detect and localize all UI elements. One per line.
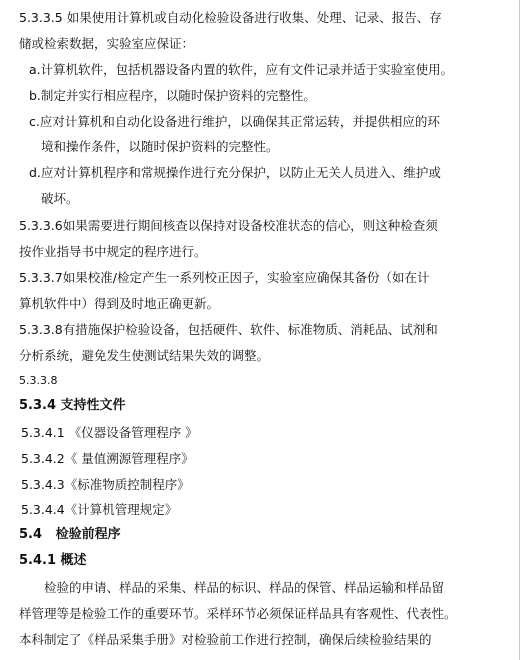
doc-reference-5-3-4-2: 5.3.4.2《 量值溯源管理程序》 (21, 451, 194, 466)
doc-reference-5-3-4-3: 5.3.4.3《标准物质控制程序》 (21, 477, 190, 492)
list-item-c-continued: 境和操作条件，以随时保护资料的完整性。 (41, 139, 279, 154)
doc-reference-5-3-4-4: 5.3.4.4《计算机管理规定》 (21, 502, 178, 517)
list-item-b: b.制定并实行相应程序，以随时保护资料的完整性。 (29, 88, 316, 103)
section-heading-5-4: 5.4 检验前程序 (19, 527, 121, 542)
text-line-5-3-3-7: 5.3.3.7如果校准/检定产生一系列校正因子，实验室应确保其备份（如在计 (19, 270, 430, 285)
text-line: 分析系统，避免发生使测试结果失效的调整。 (19, 348, 270, 363)
section-number: 5.3.3.8 (19, 374, 58, 387)
text-line: 按作业指导书中规定的程序进行。 (19, 244, 207, 259)
paragraph-line: 检验的申请、样品的采集、样品的标识、样品的保管、样品运输和样品留 (44, 580, 445, 595)
section-heading-5-3-4: 5.3.4 支持性文件 (19, 398, 126, 413)
text-line: 储或检索数据，实验室应保证： (19, 36, 195, 51)
paragraph-line: 本科制定了《样品采集手册》对检验前工作进行控制，确保后续检验结果的 (19, 632, 432, 647)
list-item-c: c.应对计算机和自动化设备进行维护，以确保其正常运转，并提供相应的环 (29, 114, 440, 129)
paragraph-line: 样管理等是检验工作的重要环节。采样环节必须保证样品具有客观性、代表性。 (19, 606, 457, 621)
list-item-a: a.计算机软件，包括机器设备内置的软件，应有文件记录并适于实验室使用。 (29, 62, 454, 77)
list-item-d: d.应对计算机程序和常规操作进行充分保护，以防止无关人员进入、维护或 (29, 165, 441, 180)
text-line-5-3-3-8: 5.3.3.8有措施保护检验设备，包括硬件、软件、标准物质、消耗品、试剂和 (19, 322, 438, 337)
section-heading-5-4-1: 5.4.1 概述 (19, 553, 87, 568)
list-item-d-continued: 破坏。 (41, 191, 79, 206)
text-line: 算机软件中）得到及时地正确更新。 (19, 296, 220, 311)
text-line-5-3-3-6: 5.3.3.6如果需要进行期间核查以保持对设备校准状态的信心，则这种检查须 (19, 218, 438, 233)
text-line-5-3-3-5: 5.3.3.5 如果使用计算机或自动化检验设备进行收集、处理、记录、报告、存 (19, 10, 442, 25)
doc-reference-5-3-4-1: 5.3.4.1 《仪器设备管理程序 》 (21, 425, 198, 440)
